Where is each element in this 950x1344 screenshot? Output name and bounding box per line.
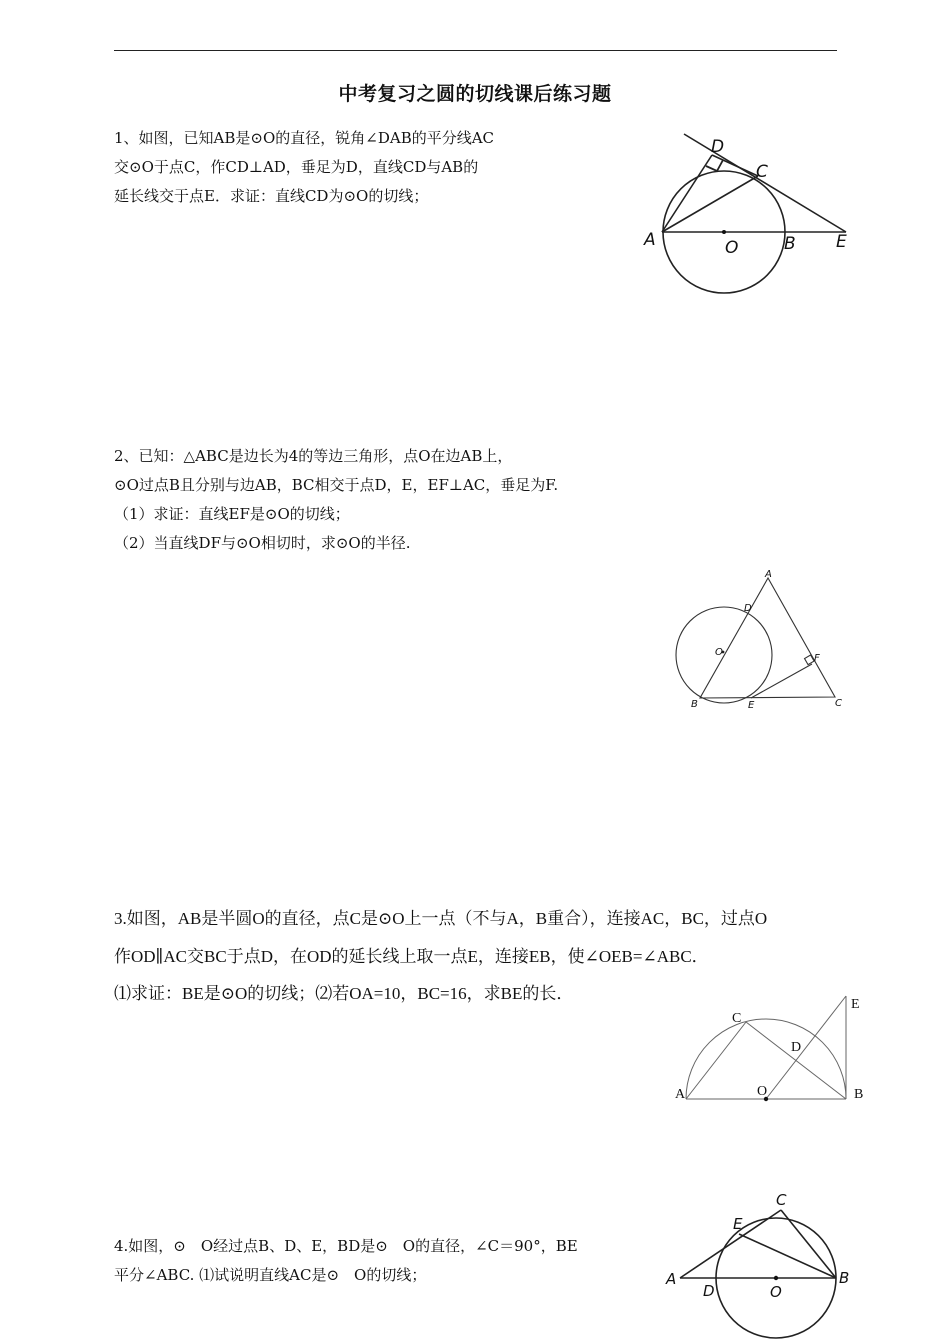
fig1-label-b: B xyxy=(784,234,796,254)
line-ac xyxy=(680,1210,781,1278)
fig1-label-o: O xyxy=(725,238,739,258)
page-title: 中考复习之圆的切线课后练习题 xyxy=(338,83,612,105)
fig3-label-o: O xyxy=(757,1084,768,1099)
fig2-label-a: A xyxy=(765,569,772,580)
fig1-label-d: D xyxy=(711,137,725,157)
fig1-label-a: A xyxy=(644,230,656,250)
problem-1-line-2: 交⊙O于点C，作CD⊥AD，垂足为D，直线CD与AB的 xyxy=(114,158,479,176)
fig4-label-c: C xyxy=(776,1191,787,1209)
fig3-label-e: E xyxy=(851,997,860,1012)
fig4-label-e: E xyxy=(733,1215,743,1233)
fig4-label-d: D xyxy=(703,1282,715,1300)
fig3-label-d: D xyxy=(791,1040,802,1055)
problem-3-line-1: 3.如图，AB是半圆O的直径，点C是⊙O上一点（不与A，B重合），连接AC，BC，过点O xyxy=(114,909,768,928)
problem-2-line-2: ⊙O过点B且分别与边AB，BC相交于点D，E，EF⊥AC，垂足为F. xyxy=(114,476,559,494)
line-be xyxy=(739,1234,836,1278)
problem-2-line-4: （2）当直线DF与⊙O相切时，求⊙O的半径. xyxy=(114,534,411,552)
fig2-label-b: B xyxy=(691,699,698,710)
fig4-label-b: B xyxy=(839,1269,850,1287)
problem-1-line-1: 1、如图，已知AB是⊙O的直径，锐角∠DAB的平分线AC xyxy=(114,129,495,147)
fig2-label-d: D xyxy=(744,603,752,614)
fig1-label-e: E xyxy=(836,232,847,252)
problem-4-line-1: 4.如图，⊙ O经过点B、D、E，BD是⊙ O的直径，∠C＝90°，BE xyxy=(114,1237,578,1255)
problem-2-line-3: （1）求证：直线EF是⊙O的切线； xyxy=(114,505,350,523)
problem-4-line-2: 平分∠ABC. ⑴试说明直线AC是⊙ O的切线； xyxy=(114,1266,427,1284)
fig2-label-f: F xyxy=(814,653,820,664)
line-cb xyxy=(781,1210,836,1278)
problem-3-line-2: 作OD∥AC交BC于点D，在OD的延长线上取一点E，连接EB，使∠OEB=∠ABC． xyxy=(114,947,709,966)
problem-3-line-3: ⑴求证：BE是⊙O的切线；⑵若OA=10，BC=16，求BE的长． xyxy=(114,984,574,1003)
fig4-label-o: O xyxy=(770,1283,782,1301)
fig2-label-o: O xyxy=(715,647,723,658)
fig1-label-c: C xyxy=(756,162,768,182)
fig3-label-c: C xyxy=(732,1011,742,1026)
problem-2-line-1: 2、已知：△ABC是边长为4的等边三角形，点O在边AB上， xyxy=(114,447,513,465)
fig2-label-e: E xyxy=(748,700,755,711)
fig2-label-c: C xyxy=(835,698,842,709)
fig4-label-a: A xyxy=(666,1270,677,1288)
problem-1-line-3: 延长线交于点E．求证：直线CD为⊙O的切线； xyxy=(114,187,429,205)
fig3-label-b: B xyxy=(854,1087,864,1102)
fig3-label-a: A xyxy=(675,1087,686,1102)
